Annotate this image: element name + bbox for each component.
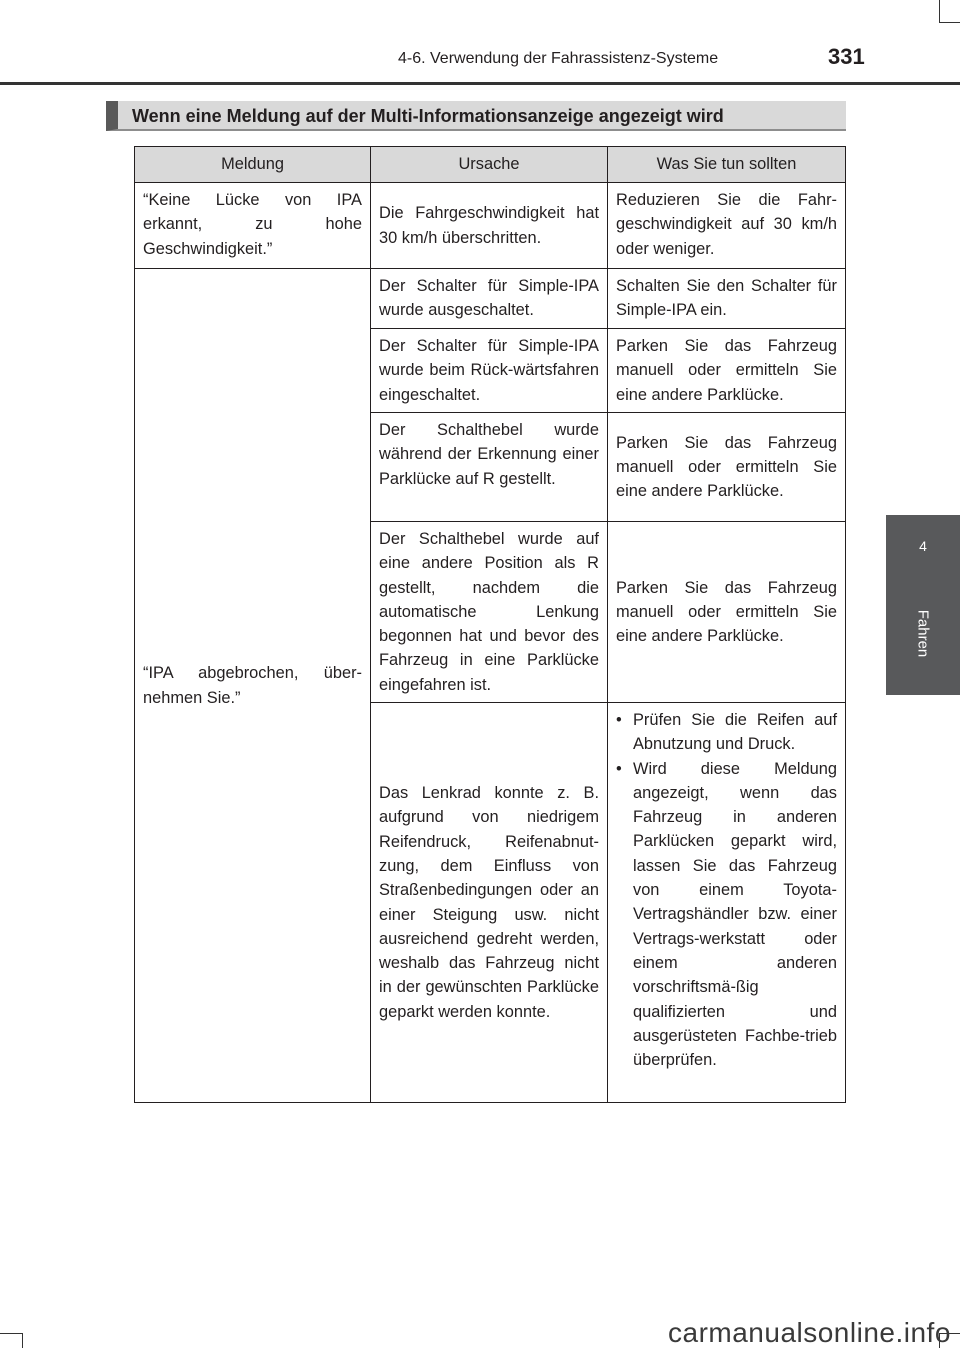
action-cell: Parken Sie das Fahrzeug manuell oder ermitteln Sie eine andere Parklücke. — [608, 413, 846, 522]
action-cell: Schalten Sie den Schalter für Simple-IPA ein. — [608, 269, 846, 329]
crop-mark — [0, 1333, 22, 1334]
crop-mark — [939, 0, 940, 22]
column-header-cause: Ursache — [371, 147, 608, 183]
page-number: 331 — [828, 44, 865, 69]
cause-cell: Die Fahrgeschwindigkeit hat 30 km/h überschritten. — [371, 183, 608, 269]
action-cell — [608, 703, 846, 1103]
cause-cell: Der Schalthebel wurde während der Erkennung einer Parklücke auf R gestellt. — [371, 413, 608, 522]
message-cell: “Keine Lücke von IPA erkannt, zu hohe Geschwindigkeit.” — [135, 183, 371, 269]
table-header-row — [135, 147, 846, 183]
header-rule — [0, 82, 960, 85]
action-cell: Parken Sie das Fahrzeug manuell oder ermitteln Sie eine andere Parklücke. — [608, 329, 846, 413]
header-section-title: 4-6. Verwendung der Fahrassistenz-Systeme — [398, 50, 719, 67]
message-table — [134, 146, 846, 1103]
action-cell: Reduzieren Sie die Fahr-geschwindigkeit auf 30 km/h oder weniger. — [608, 183, 846, 269]
section-title: Wenn eine Meldung auf der Multi-Informationsanzeige angezeigt wird — [132, 106, 724, 126]
chapter-tab-label: Fahren — [914, 609, 932, 658]
watermark: carmanualsonline.info — [668, 1317, 951, 1348]
cause-cell: Der Schalthebel wurde auf eine andere Position als R gestellt, nachdem die automatische Lenkung begonnen hat und bevor des Fahrzeug in eine Parklücke eingefahren ist. — [371, 522, 608, 703]
message-cell: “IPA abgebrochen, über-nehmen Sie.” — [135, 269, 371, 1103]
cause-cell: Der Schalter für Simple-IPA wurde beim Rück-wärtsfahren eingeschaltet. — [371, 329, 608, 413]
table-row — [135, 183, 846, 269]
section-title-bar — [106, 101, 846, 131]
column-header-action: Was Sie tun sollten — [608, 147, 846, 183]
table-row — [135, 269, 846, 329]
list-item: • Prüfen Sie die Reifen auf Abnutzung und Druck. — [616, 708, 837, 757]
action-bullet-list — [616, 708, 837, 1072]
crop-mark — [22, 1333, 23, 1348]
column-header-message: Meldung — [135, 147, 371, 183]
chapter-tab-number: 4 — [919, 538, 927, 554]
action-cell: Parken Sie das Fahrzeug manuell oder ermitteln Sie eine andere Parklücke. — [608, 522, 846, 703]
list-item: • Wird diese Meldung angezeigt, wenn das Fahrzeug in anderen Parklücken geparkt wird, lassen Sie das Fahrzeug von einem Toyota-Vertragshändler bzw. einer Vertrags-werkstatt oder einem anderen vorschriftsmä-ßig qualifizierten und ausgerüsteten Fachbe-trieb überprüfen. — [616, 757, 837, 1073]
cause-cell: Der Schalter für Simple-IPA wurde ausgeschaltet. — [371, 269, 608, 329]
crop-mark — [939, 22, 960, 23]
cause-cell: Das Lenkrad konnte z. B. aufgrund von niedrigem Reifendruck, Reifenabnut-zung, dem Einfluss von Straßenbedingungen oder an einer Steigung usw. nicht ausreichend gedreht werden, weshalb das Fahrzeug nicht in der gewünschten Parklücke geparkt werden konnte. — [371, 703, 608, 1103]
